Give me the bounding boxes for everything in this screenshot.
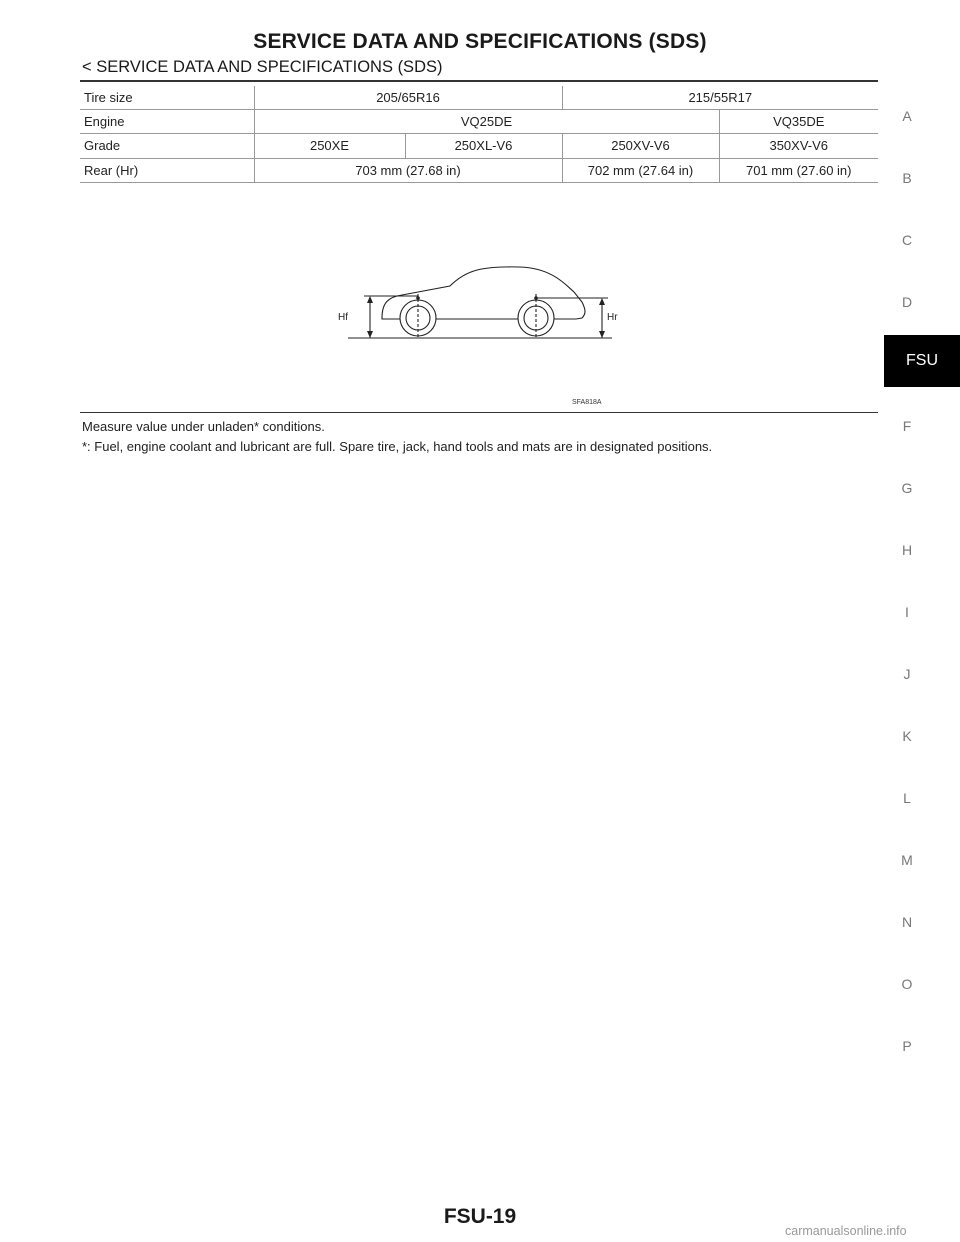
index-letter-g[interactable]: G (901, 480, 913, 496)
table-cell: Grade (80, 134, 254, 158)
table-cell: VQ25DE (254, 110, 719, 134)
table-row (80, 110, 878, 134)
table-row (80, 134, 878, 158)
breadcrumb: < SERVICE DATA AND SPECIFICATIONS (SDS) (82, 58, 443, 76)
hr-label: Hr (607, 312, 618, 323)
index-letter-p[interactable]: P (902, 1038, 912, 1054)
index-letter-n[interactable]: N (901, 914, 913, 930)
table-cell: 701 mm (27.60 in) (719, 158, 878, 182)
table-cell: Engine (80, 110, 254, 134)
table-cell: 205/65R16 (254, 86, 562, 110)
hf-label: Hf (338, 312, 348, 323)
index-letter-k[interactable]: K (902, 728, 912, 744)
index-letter-j[interactable]: J (903, 666, 911, 682)
table-cell: Rear (Hr) (80, 158, 254, 182)
table-cell: 250XL-V6 (405, 134, 562, 158)
active-section-tab[interactable]: FSU (884, 335, 960, 387)
table-cell: 215/55R17 (562, 86, 878, 110)
page-title: SERVICE DATA AND SPECIFICATIONS (SDS) (253, 30, 707, 53)
index-letter-o[interactable]: O (901, 976, 913, 992)
table-cell: 702 mm (27.64 in) (562, 158, 719, 182)
index-letter-a[interactable]: A (902, 108, 912, 124)
index-letter-b[interactable]: B (902, 170, 912, 186)
index-letter-d[interactable]: D (901, 294, 913, 310)
index-letter-l[interactable]: L (903, 790, 911, 806)
table-cell: 703 mm (27.68 in) (254, 158, 562, 182)
unladen-footnote: *: Fuel, engine coolant and lubricant are full. Spare tire, jack, hand tools and mats are in designated positions. (82, 439, 713, 454)
table-cell: 250XE (254, 134, 405, 158)
ride-height-table (80, 86, 878, 183)
index-letter-h[interactable]: H (901, 542, 913, 558)
index-letter-i[interactable]: I (905, 604, 909, 620)
index-letter-f[interactable]: F (902, 418, 912, 434)
table-cell: Tire size (80, 86, 254, 110)
table-cell: VQ35DE (719, 110, 878, 134)
page-number: FSU-19 (443, 1205, 517, 1228)
vehicle-ride-height-diagram (330, 258, 630, 410)
table-cell: 350XV-V6 (719, 134, 878, 158)
table-row (80, 86, 878, 110)
measurement-note: Measure value under unladen* conditions. (82, 419, 325, 434)
table-cell: 250XV-V6 (562, 134, 719, 158)
section-rule (80, 412, 878, 413)
table-row (80, 158, 878, 182)
figure-caption: SFA818A (572, 399, 602, 406)
index-letter-m[interactable]: M (901, 852, 913, 868)
watermark: carmanualsonline.info (785, 1224, 907, 1238)
index-letter-c[interactable]: C (901, 232, 913, 248)
header-rule (80, 80, 878, 82)
